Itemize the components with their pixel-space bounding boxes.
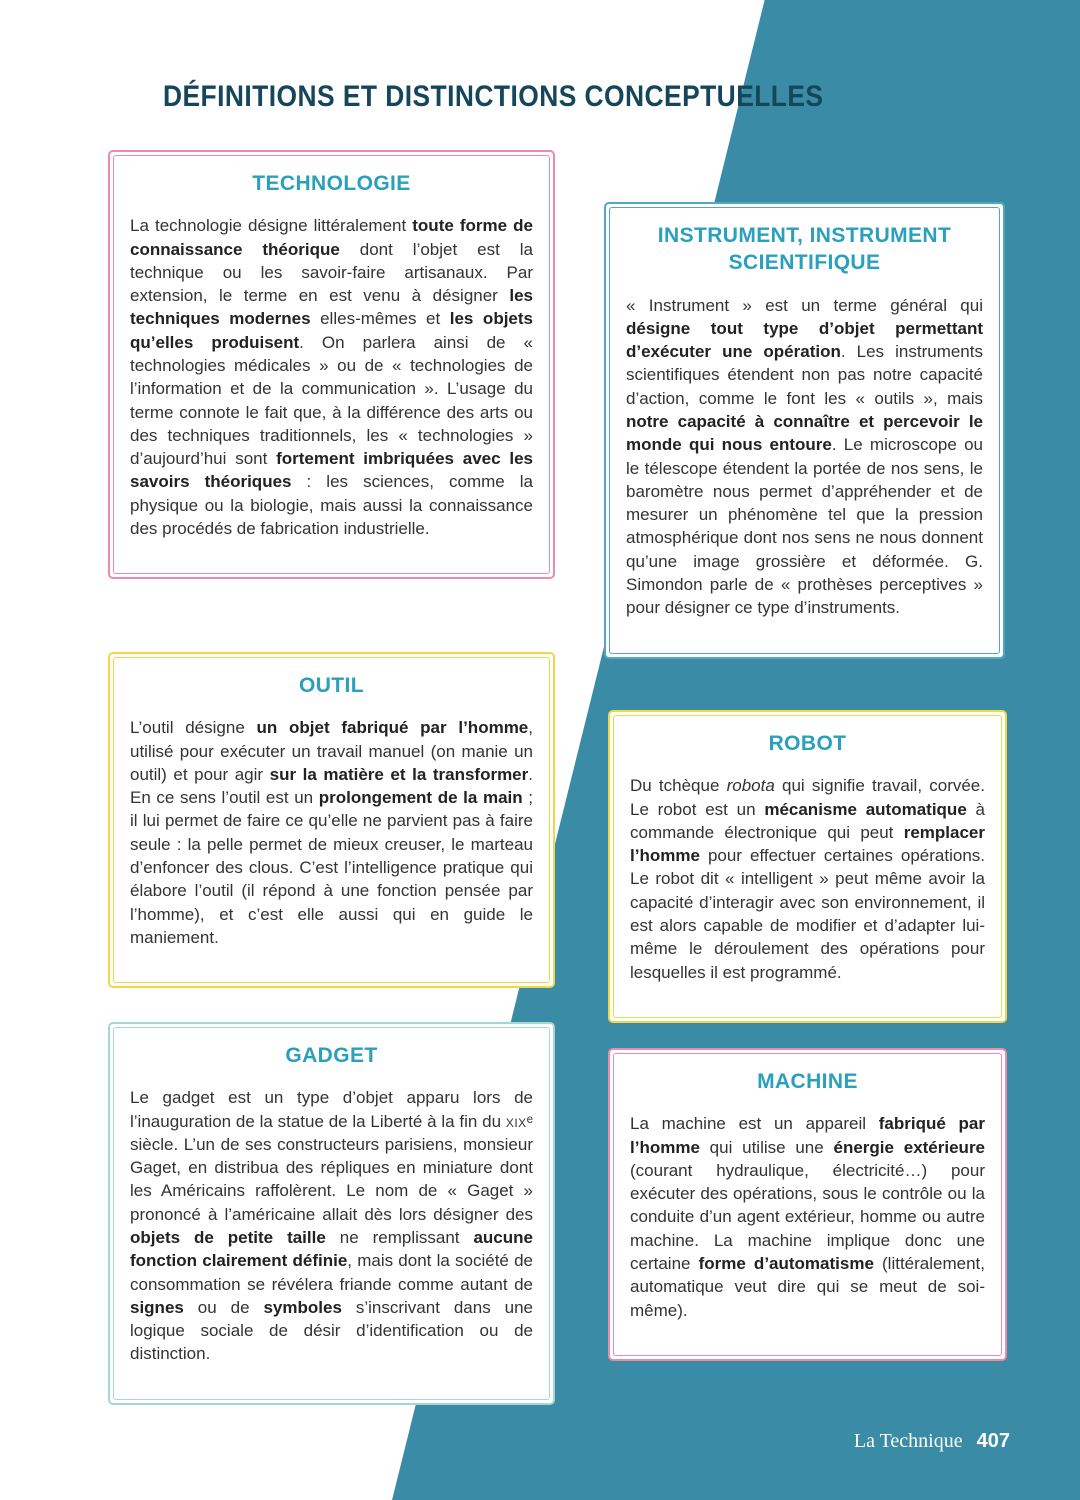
box-title-outil: OUTIL <box>299 674 364 697</box>
footer-page-number: 407 <box>976 1430 1010 1452</box>
box-body-outil: L’outil désigne un objet fabriqué par l’homme, utilisé pour exécuter un travail manuel (on manie un outil) et pour agir sur la matière et la transformer. En ce sens l’outil est un prolongement de la main ; il lui permet de faire ce qu’elle ne parvient pas à faire seule : la pelle permet de mieux creuser, le marteau d’enfoncer des clous. C’est l’intelligence pratique qui élabore l’outil (il répond à une fonction pensée par l’homme), et c’est elle aussi qui en guide le maniement. <box>130 718 533 947</box>
page-title: DÉFINITIONS ET DISTINCTIONS CONCEPTUELLES <box>163 80 824 114</box>
definition-box-technologie <box>108 150 555 579</box>
box-body-machine: La machine est un appareil fabriqué par l’homme qui utilise une énergie extérieure (courant hydraulique, électricité…) pour exécuter des opérations, sous le contrôle ou la conduite d’un agent extérieur, homme ou autre machine. La machine implique donc une certaine forme d’automatisme (littéralement, automatique veut dire qui se meut de soi-même). <box>630 1114 986 1320</box>
page-footer <box>854 1430 1010 1453</box>
box-body-technologie: La technologie désigne littéralement toute forme de connaissance théorique dont l’objet est la technique ou les savoir-faire artisanaux. Par extension, le terme en est venu à désigner les techniques modernes elles-mêmes et les objets qu’elles produisent. On parlera ainsi de « technologies médicales » ou de « technologies de l’information et de la communication ». L’usage du terme connote le fait que, à la différence des arts ou des techniques traditionnels, les « technologies » d’aujourd’hui sont fortement imbriquées avec les savoirs théoriques : les sciences, comme la physique ou la biologie, mais aussi la connaissance des procédés de fabrication industrielle. <box>130 216 534 538</box>
box-title-robot: ROBOT <box>768 732 847 755</box>
definition-box-robot <box>608 710 1007 1023</box>
box-body-instrument: « Instrument » est un terme général qui désigne tout type d’objet permettant d’exécuter une opération. Les instruments scientifiques étendent non pas notre capacité d’action, comme le font les « outils », mais notre capacité à connaître et percevoir le monde qui nous entoure. Le microscope ou le télescope étendent la portée de nos sens, le baromètre nous permet d’appréhender et de mesurer un phénomène tel que la pression atmosphérique dont nos sens ne nous donnent qu’une image grossière et déformée. G. Simondon parle de « prothèses perceptives » pour désigner ce type d’instruments. <box>626 295 983 618</box>
definition-box-outil <box>108 652 555 988</box>
box-title-instrument: INSTRUMENT, INSTRUMENT SCIENTIFIQUE <box>657 224 952 275</box>
box-body-gadget: Le gadget est un type d’objet apparu lors de l’inauguration de la statue de la Liberté à la fin du xixᵉ siècle. L’un de ses constructeurs parisiens, monsieur Gaget, en distribua des répliques en miniature dont les Américains raffolèrent. Le nom de « Gaget » prononcé à l’américaine allait dès lors désigner des objets de petite taille ne remplissant aucune fonction clairement définie, mais dont la société de consommation se révélera friande comme autant de signes ou de symboles s’inscrivant dans une logique sociale de désir d’identification ou de distinction. <box>130 1088 534 1364</box>
definition-box-instrument <box>604 202 1005 659</box>
footer-section-label: La Technique <box>853 1430 963 1452</box>
definition-box-machine <box>608 1048 1007 1361</box>
definition-box-gadget <box>108 1022 555 1405</box>
box-title-gadget: GADGET <box>285 1044 378 1067</box>
box-title-technologie: TECHNOLOGIE <box>252 172 411 195</box>
box-title-machine: MACHINE <box>757 1070 858 1093</box>
box-body-robot: Du tchèque robota qui signifie travail, corvée. Le robot est un mécanisme automatique à commande électronique qui peut remplacer l’homme pour effectuer certaines opérations. Le robot dit « intelligent » peut même avoir la capacité d’interagir avec son environnement, il est alors capable de modifier et d’adapter lui-même le déroulement des opérations pour lesquelles il est programmé. <box>630 776 986 982</box>
